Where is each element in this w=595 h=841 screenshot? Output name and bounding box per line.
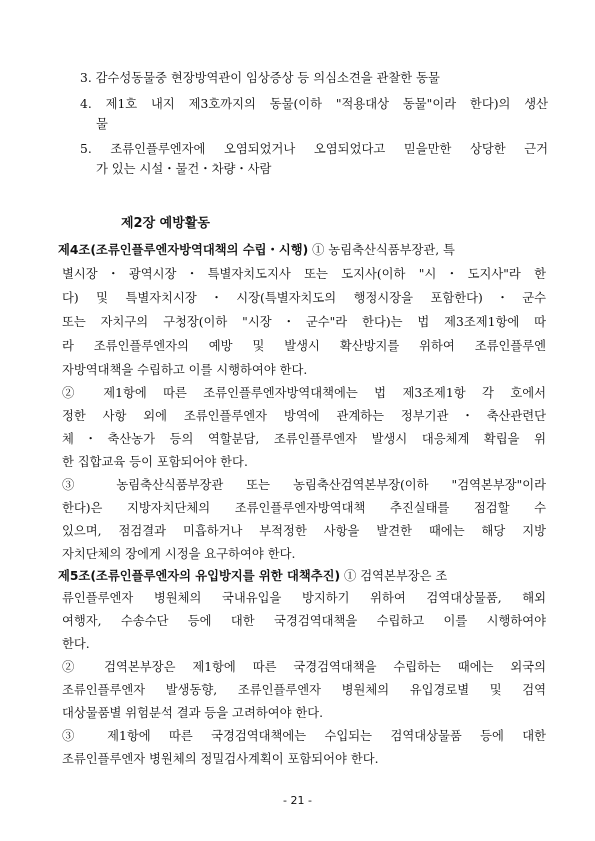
article-5-heading: 제5조(조류인플루엔자의 유입방지를 위한 대책추진) [58,569,341,583]
article-4-para-3-line-4: 자치단체의 장에게 시정을 요구하여야 한다. [62,547,296,561]
article-5-para-2-line-3: 대상물품별 위험분석 결과 등을 고려하여야 한다. [62,706,324,720]
article-5-line-4: 한다. [62,637,90,651]
article-5-line-3: 여행자, 수송수단 등에 대한 국경검역대책을 수립하고 이를 시행하여야 [62,614,546,628]
article-4-line-4: 또는 자치구의 구청장(이하 "시장・군수"라 한다)는 법 제3조제1항에 따 [62,315,546,329]
list-item-4-line-1: 4. 제1호 내지 제3호까지의 동물(이하 "적용대상 동물"이라 한다)의 생산 [80,97,548,111]
list-item-5-line-2: 가 있는 시설・물건・차량・사람 [96,162,272,176]
article-4-line-2: 별시장・광역시장・특별자치도지사 또는 도지사(이하 "시・도지사"라 한 [62,267,546,281]
article-4-para-2-line-4: 한 집합교육 등이 포함되어야 한다. [62,455,248,469]
list-item-5-line-1: 5. 조류인플루엔자에 오염되었거나 오염되었다고 믿을만한 상당한 근거 [80,142,548,156]
article-5-para-2-line-1: ② 검역본부장은 제1항에 따른 국경검역대책을 수립하는 때에는 외국의 [62,660,546,674]
article-5-para-3-line-1: ③ 제1항에 따른 국경검역대책에는 수입되는 검역대상물품 등에 대한 [62,729,546,743]
article-5-line-2: 류인플루엔자 병원체의 국내유입을 방지하기 위하여 검역대상물품, 해외 [62,591,546,605]
page-number: - 21 - [283,794,312,807]
article-5-first-line [58,566,548,586]
article-5-para-1-start: ① 검역본부장은 조 [340,569,448,583]
article-4-para-3-line-3: 있으며, 점검결과 미흡하거나 부적정한 사항을 발견한 때에는 해당 지방 [62,524,546,538]
article-4-first-line [58,240,548,260]
article-4-para-2-line-2: 정한 사항 외에 조류인플루엔자 방역에 관계하는 정부기관・축산관련단 [62,409,546,423]
list-item-4-line-2: 물 [96,117,108,131]
chapter-title: 제2장 예방활동 [121,216,210,231]
article-4-line-5: 라 조류인플루엔자의 예방 및 발생시 확산방지를 위하여 조류인플루엔 [62,339,546,353]
list-item-3: 3. 감수성동물중 현장방역관이 임상증상 등 의심소견을 관찰한 동물 [80,71,440,85]
article-4-line-3: 다) 및 특별자치시장・시장(특별자치도의 행정시장을 포함한다)・군수 [62,291,546,305]
article-4-line-6: 자방역대책을 수립하고 이를 시행하여야 한다. [62,363,308,377]
article-4-para-1-start: ① 농림축산식품부장관, 특 [308,243,455,257]
article-5-para-2-line-2: 조류인플루엔자 발생동향, 조류인플루엔자 병원체의 유입경로별 및 검역 [62,683,546,697]
article-4-para-2-line-1: ② 제1항에 따른 조류인플루엔자방역대책에는 법 제3조제1항 각 호에서 [62,386,546,400]
article-4-para-3-line-1: ③ 농림축산식품부장관 또는 농림축산검역본부장(이하 "검역본부장"이라 [62,478,546,492]
article-4-heading: 제4조(조류인플루엔자방역대책의 수립・시행) [58,243,309,257]
article-5-para-3-line-2: 조류인플루엔자 병원체의 정밀검사계획이 포함되어야 한다. [62,752,379,766]
article-4-para-3-line-2: 한다)은 지방자치단체의 조류인플루엔자방역대책 추진실태를 점검할 수 [62,501,546,515]
article-4-para-2-line-3: 체・축산농가 등의 역할분담, 조류인플루엔자 발생시 대응체계 확립을 위 [62,432,546,446]
